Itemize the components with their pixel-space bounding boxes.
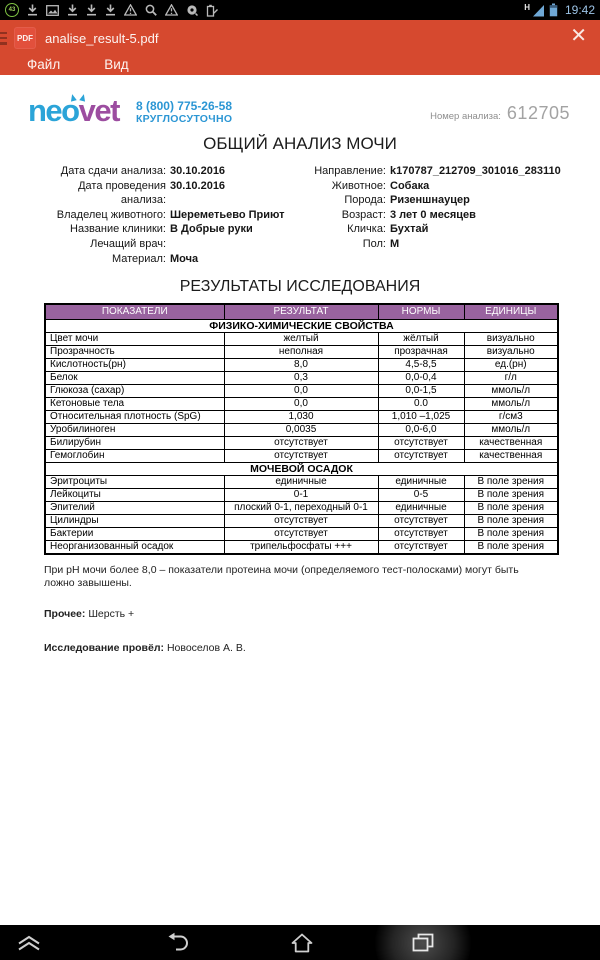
table-cell: 0,0035: [224, 423, 378, 436]
table-cell: отсутствует: [378, 514, 464, 527]
table-cell: ммоль/л: [464, 384, 558, 397]
table-row: [45, 449, 558, 462]
table-cell: 8,0: [224, 358, 378, 371]
table-cell: 1,030: [224, 410, 378, 423]
neovet-logo: [28, 93, 119, 128]
meta-value: Бухтай: [390, 223, 429, 236]
table-cell: 0-5: [378, 488, 464, 501]
table-cell: отсутствует: [224, 449, 378, 462]
other-findings: [44, 608, 600, 620]
signal-icon: [532, 4, 545, 17]
table-row: [45, 371, 558, 384]
meta-row: [300, 179, 570, 194]
analysis-number-value: 612705: [506, 103, 570, 123]
meta-value: Ризеншнауцер: [390, 194, 470, 207]
table-cell: Гемоглобин: [45, 449, 224, 462]
table-cell: 0-1: [224, 488, 378, 501]
examiner-line: [44, 642, 600, 654]
meta-value: 30.10.2016: [170, 179, 226, 192]
table-cell: отсутствует: [224, 527, 378, 540]
results-table-header-row: [45, 304, 558, 319]
table-cell: Лейкоциты: [45, 488, 224, 501]
battery-icon: [549, 3, 558, 17]
table-cell: единичные: [378, 501, 464, 514]
meta-label: Дата проведения анализа:: [78, 179, 166, 207]
table-cell: В поле зрения: [464, 475, 558, 488]
table-cell: желтый: [224, 332, 378, 345]
other-label: Прочее:: [44, 607, 86, 620]
phone-number: 8 (800) 775-26-58: [135, 99, 233, 113]
table-cell: прозрачная: [378, 345, 464, 358]
home-icon[interactable]: [290, 932, 314, 954]
meta-row: [300, 237, 570, 252]
table-cell: Прозрачность: [45, 345, 224, 358]
table-cell: Неорганизованный осадок: [45, 540, 224, 554]
table-cell: 4,5-8,5: [378, 358, 464, 371]
table-cell: Кислотность(рн): [45, 358, 224, 371]
table-cell: неполная: [224, 345, 378, 358]
table-row: [45, 462, 558, 475]
table-cell: В поле зрения: [464, 527, 558, 540]
logo-vet: vet: [78, 93, 119, 128]
download-icon: [105, 4, 116, 16]
table-cell: 0,0-6,0: [378, 423, 464, 436]
warning-icon: [165, 4, 178, 16]
meta-row: [300, 164, 570, 179]
table-cell: Кетоновые тела: [45, 397, 224, 410]
table-cell: ед.(рн): [464, 358, 558, 371]
table-row: [45, 514, 558, 527]
pdf-file-icon: PDF: [14, 27, 36, 49]
table-cell: Уробилиноген: [45, 423, 224, 436]
table-cell: В поле зрения: [464, 540, 558, 554]
meta-label: Направление:: [314, 165, 386, 177]
menu-icon[interactable]: [0, 32, 7, 45]
menu-bar: [0, 53, 600, 75]
table-cell: В поле зрения: [464, 514, 558, 527]
clock: 19:42: [564, 3, 595, 17]
table-cell: отсутствует: [378, 540, 464, 554]
meta-row: [30, 179, 300, 208]
table-cell: 1,010 –1,025: [378, 410, 464, 423]
network-type-indicator: H: [524, 2, 530, 12]
meta-value: 3 лет 0 месяцев: [390, 208, 476, 221]
phone-caption: КРУГЛОСУТОЧНО: [135, 113, 233, 125]
search-icon: [145, 4, 157, 16]
meta-value: Собака: [390, 179, 430, 192]
table-row: [45, 488, 558, 501]
meta-label: Кличка:: [347, 223, 386, 236]
meta-label: Название клиники:: [70, 223, 166, 236]
table-cell: визуально: [464, 332, 558, 345]
meta-row: [30, 164, 300, 179]
table-cell: отсутствует: [224, 436, 378, 449]
other-value: Шерсть +: [88, 607, 135, 620]
table-cell: Билирубин: [45, 436, 224, 449]
back-icon[interactable]: [165, 932, 189, 954]
status-bar[interactable]: [0, 0, 600, 20]
clinic-phone: [136, 97, 232, 125]
table-row: [45, 423, 558, 436]
results-section-title: РЕЗУЛЬТАТЫ ИССЛЕДОВАНИЯ: [179, 278, 421, 296]
meta-value: Моча: [170, 252, 199, 265]
meta-col-meta_right: [300, 164, 570, 266]
table-column-header: ПОКАЗАТЕЛИ: [45, 304, 224, 319]
table-cell: Цвет мочи: [45, 332, 224, 345]
meta-row: [30, 252, 300, 267]
meta-row: [300, 193, 570, 208]
table-row: [45, 332, 558, 345]
table-cell: отсутствует: [224, 514, 378, 527]
meta-value: Шереметьево Приют: [170, 208, 285, 221]
table-row: [45, 410, 558, 423]
table-cell: Белок: [45, 371, 224, 384]
meta-value: 30.10.2016: [170, 165, 226, 177]
table-row: [45, 475, 558, 488]
table-row: [45, 384, 558, 397]
gallery-icon: [46, 5, 59, 16]
meta-row: [30, 222, 300, 237]
meta-label: Владелец животного:: [56, 208, 166, 221]
system-status-icons: [524, 3, 595, 17]
table-cell: Эпителий: [45, 501, 224, 514]
download-icon: [27, 4, 38, 16]
pdf-page-view[interactable]: [0, 75, 600, 925]
pdf-app-header: [0, 20, 600, 75]
table-cell: Цилиндры: [45, 514, 224, 527]
menu-view[interactable]: Вид: [104, 56, 129, 72]
table-cell: качественная: [464, 436, 558, 449]
table-cell: г/л: [464, 371, 558, 384]
table-cell: единичные: [224, 475, 378, 488]
meta-col-meta_left: [30, 164, 300, 266]
table-cell: В поле зрения: [464, 501, 558, 514]
download-icon: [67, 4, 78, 16]
report-title: ОБЩИЙ АНАЛИЗ МОЧИ: [203, 134, 397, 153]
table-column-header: НОРМЫ: [378, 304, 464, 319]
collapse-nav-icon[interactable]: [16, 934, 42, 952]
menu-file[interactable]: Файл: [27, 56, 61, 72]
table-cell: визуально: [464, 345, 558, 358]
table-row: [45, 540, 558, 554]
table-cell: 0.0: [378, 397, 464, 410]
table-cell: В поле зрения: [464, 488, 558, 501]
table-cell: Эритроциты: [45, 475, 224, 488]
meta-value: В Добрые руки: [170, 223, 253, 236]
recents-icon[interactable]: [410, 932, 436, 954]
table-cell: 0,0-0,4: [378, 371, 464, 384]
table-row: [45, 527, 558, 540]
table-cell: отсутствует: [378, 527, 464, 540]
table-cell: плоский 0-1, переходный 0-1: [224, 501, 378, 514]
table-row: [45, 397, 558, 410]
table-cell: ммоль/л: [464, 423, 558, 436]
close-icon[interactable]: ✕: [570, 25, 587, 47]
document-filename: analise_result-5.pdf: [45, 30, 159, 46]
notification-icons: [5, 3, 524, 17]
analysis-number-label: Номер анализа:: [430, 111, 501, 122]
table-cell: Относительная плотность (SpG): [45, 410, 224, 423]
table-column-header: ЕДИНИЦЫ: [464, 304, 558, 319]
alert-dot-icon: [186, 4, 198, 16]
table-row: [45, 436, 558, 449]
logo-neo: neo: [28, 93, 79, 128]
results-table: [44, 303, 559, 555]
meta-label: Материал:: [111, 252, 166, 265]
table-column-header: РЕЗУЛЬТАТ: [224, 304, 378, 319]
examiner-label: Исследование провёл:: [44, 641, 165, 654]
meta-label: Животное:: [331, 179, 386, 192]
meta-row: [30, 237, 300, 252]
results-table-body: [45, 319, 558, 554]
table-cell: г/см3: [464, 410, 558, 423]
table-cell: Глюкоза (сахар): [45, 384, 224, 397]
table-cell: трипельфосфаты +++: [224, 540, 378, 554]
table-cell: 0,0-1,5: [378, 384, 464, 397]
table-cell: ммоль/л: [464, 397, 558, 410]
table-row: [45, 501, 558, 514]
table-cell: 0,3: [224, 371, 378, 384]
patient-metadata: [0, 154, 600, 266]
examiner-value: Новоселов А. В.: [166, 641, 246, 654]
meta-label: Дата сдачи анализа:: [60, 165, 166, 177]
warning-icon: [124, 4, 137, 16]
table-cell: отсутствует: [378, 449, 464, 462]
table-cell: отсутствует: [378, 436, 464, 449]
meta-value: k170787_212709_301016_283110: [390, 165, 561, 177]
meta-row: [30, 208, 300, 223]
table-cell: единичные: [378, 475, 464, 488]
report-header: [0, 75, 600, 128]
table-cell: Бактерии: [45, 527, 224, 540]
table-row: [45, 319, 558, 332]
battery-edit-icon: [206, 4, 218, 17]
table-cell: жёлтый: [378, 332, 464, 345]
table-section-header: МОЧЕВОЙ ОСАДОК: [45, 462, 558, 475]
table-section-header: ФИЗИКО-ХИМИЧЕСКИЕ СВОЙСТВА: [45, 319, 558, 332]
meta-row: [300, 222, 570, 237]
table-cell: 0,0: [224, 397, 378, 410]
meta-label: Возраст:: [341, 208, 386, 221]
meta-label: Лечащий врач:: [90, 237, 166, 250]
table-row: [45, 358, 558, 371]
meta-row: [300, 208, 570, 223]
meta-label: Пол:: [362, 237, 386, 250]
ph-footnote: При pH мочи более 8,0 – показатели протеина мочи (определяемого тест-полосками) могут быть ложно завышены.: [44, 563, 519, 590]
meta-label: Порода:: [344, 194, 386, 207]
battery-saver-icon: 43: [5, 3, 19, 17]
table-cell: качественная: [464, 449, 558, 462]
titlebar: [0, 20, 600, 53]
meta-value: М: [390, 237, 400, 250]
table-cell: 0,0: [224, 384, 378, 397]
android-nav-bar: [0, 925, 600, 960]
download-icon: [86, 4, 97, 16]
table-row: [45, 345, 558, 358]
analysis-number-block: [430, 97, 570, 124]
